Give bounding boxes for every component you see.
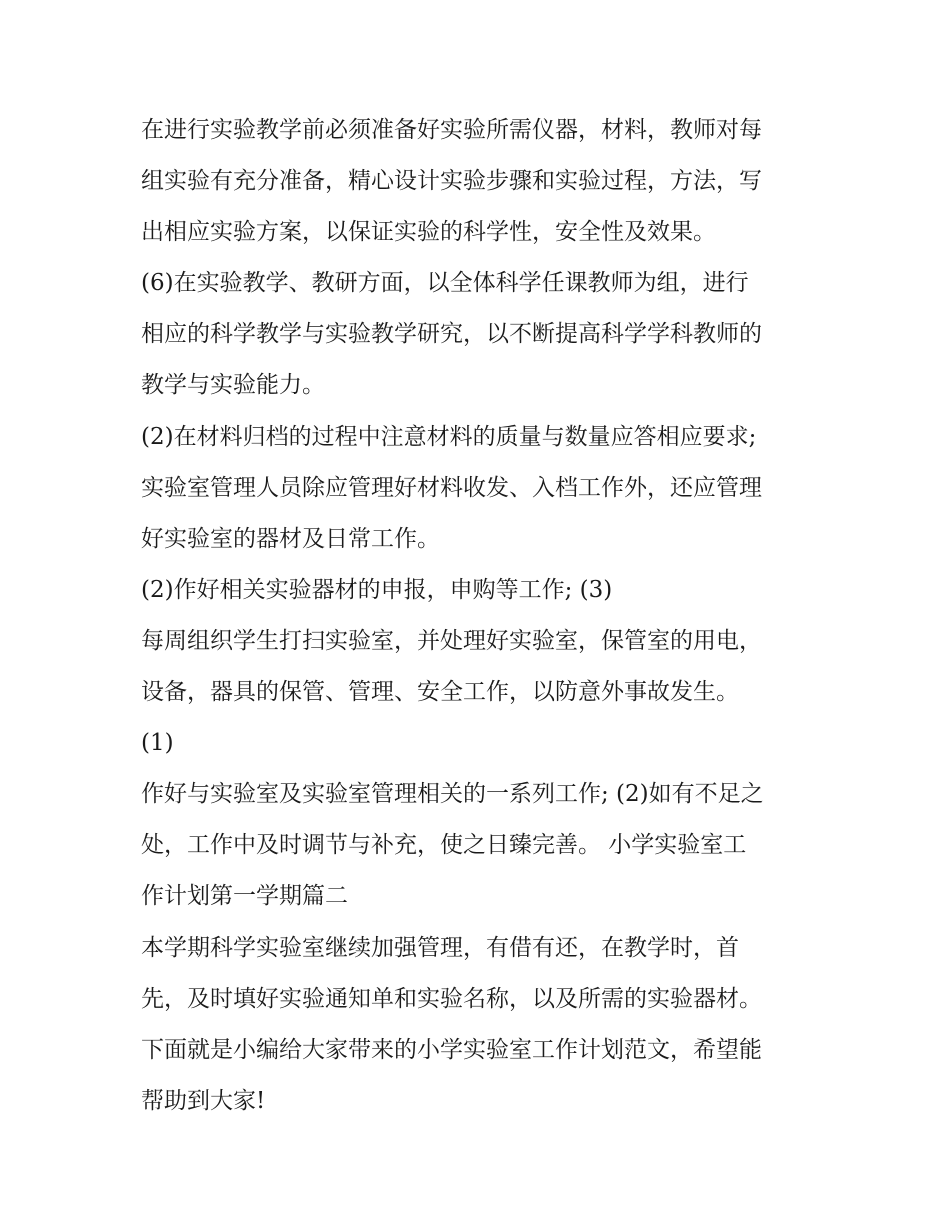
text-line-10: (2)作好相关实验器材的申报，申购等工作; (3) [141,576,613,603]
text-line-16: 作计划第一学期篇二 [141,883,348,910]
text-line-17: 本学期科学实验室继续加强管理，有借有还，在教学时，首 [141,934,739,961]
text-line-12: 设备，器具的保管、管理、安全工作，以防意外事故发生。 [141,679,739,706]
text-line-19: 下面就是小编给大家带来的小学实验室工作计划范文，希望能 [141,1036,762,1063]
text-line-5: 相应的科学教学与实验教学研究，以不断提高科学学科教师的 [141,321,762,348]
text-line-7: (2)在材料归档的过程中注意材料的质量与数量应答相应要求; [141,423,757,450]
text-line-9: 好实验室的器材及日常工作。 [141,525,440,552]
text-line-2: 组实验有充分准备，精心设计实验步骤和实验过程，方法，写 [141,168,762,195]
document-body [141,108,821,1130]
text-line-13: (1) [141,730,174,757]
text-line-15: 处，工作中及时调节与补充，使之日臻完善。 小学实验室工 [141,832,747,859]
text-line-4: (6)在实验教学、教研方面，以全体科学任课教师为组，进行 [141,270,749,297]
text-line-18: 先，及时填好实验通知单和实验名称，以及所需的实验器材。 [141,985,762,1012]
text-line-14: 作好与实验室及实验室管理相关的一系列工作; (2)如有不足之 [141,781,764,808]
text-line-1: 在进行实验教学前必须准备好实验所需仪器，材料，教师对每 [141,117,762,143]
text-line-20: 帮助到大家! [141,1087,266,1114]
text-line-3: 出相应实验方案，以保证实验的科学性，安全性及效果。 [141,219,716,246]
text-line-8: 实验室管理人员除应管理好材料收发、入档工作外，还应管理 [141,474,762,501]
text-line-11: 每周组织学生打扫实验室，并处理好实验室，保管室的用电， [141,627,762,654]
text-line-6: 教学与实验能力。 [141,372,325,399]
